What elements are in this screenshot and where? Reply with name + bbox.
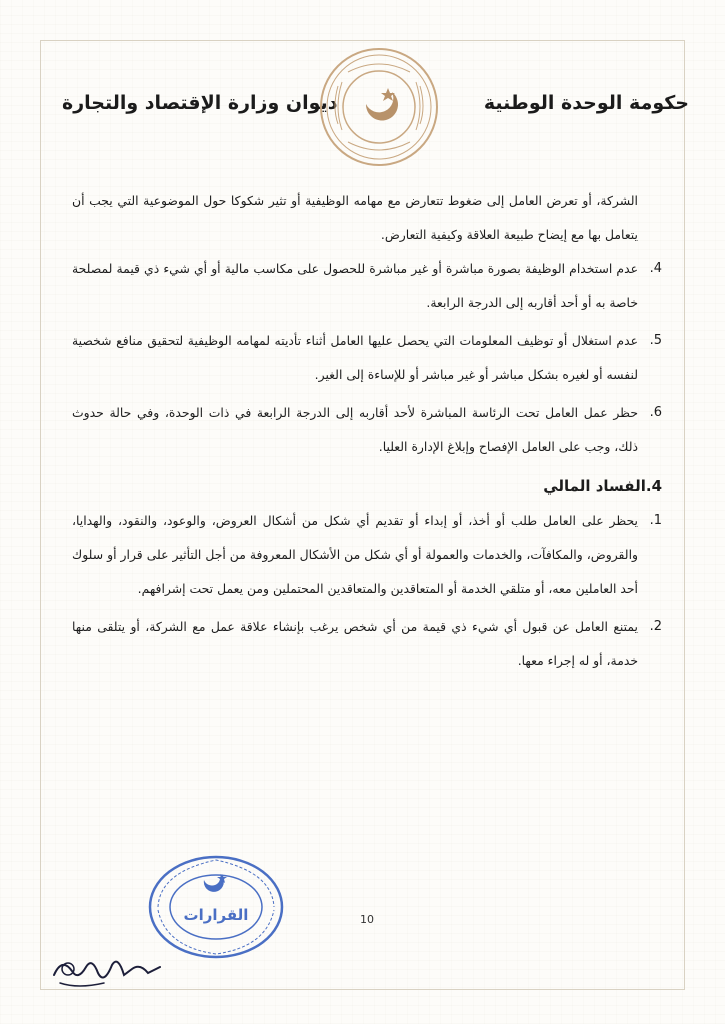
item-number: 6. [649,405,662,420]
item-number: 4. [649,261,662,276]
document-body [72,184,662,682]
list-item [72,324,662,392]
intro-paragraph: الشركة، أو تعرض العامل إلى ضغوط تتعارض مع مهامه الوظيفية أو تثير شكوكا حول الموضوعية التي يجب أن يتعامل بها مع إيضاح طبيعة العلاقة وكيفية التعارض. [72,193,638,242]
list-item [72,504,662,606]
item-number: 5. [649,333,662,348]
item-number: 2. [649,619,662,634]
handwritten-signature-icon [48,945,168,995]
libya-state-emblem-icon [318,46,440,168]
government-title: حكومة الوحدة الوطنية [483,92,689,114]
list-item [72,610,662,678]
item-text: يمتنع العامل عن قبول أي شيء ذي قيمة من أي شخص يرغب بإنشاء علاقة عمل مع الشركة، أو يتلقى منها خدمة، أو له إجراء معها. [72,619,638,668]
list-item [72,252,662,320]
section-title: 4.الفساد المالي [543,477,662,495]
page-number: 10 [360,913,374,926]
item-number: 1. [649,513,662,528]
item-text: يحظر على العامل طلب أو أخذ، أو إبداء أو تقديم أي شكل من أشكال العروض، والوعود، والنقود، والهدايا، والقروض، والمكافآت، والخدمات والعمولة أو أي شكل من الأشكال المعروفة من أجل التأثير على قرار أو سلوك أحد العاملين معه، أو متلقي الخدمة أو المتعاقدين والمتعاقدين المحتملين ومن يعمل تحت إشرافهم. [72,513,638,596]
item-text: عدم استغلال أو توظيف المعلومات التي يحصل عليها العامل أثناء تأديته لمهامه الوظيفية لتحقيق منافع شخصية لنفسه أو لغيره بشكل مباشر أو غير مباشر أو للإساءة إلى الغير. [72,333,638,382]
stamp-label: القرارات [183,906,249,924]
item-text: حظر عمل العامل تحت الرئاسة المباشرة لأحد أقاربه إلى الدرجة الرابعة في ذات الوحدة، وفي حالة حدوث ذلك، وجب على العامل الإفصاح وإبلاغ الإدارة العليا. [72,405,638,454]
item-text: عدم استخدام الوظيفة بصورة مباشرة أو غير مباشرة للحصول على مكاسب مالية أو أي شيء ذي قيمة لمصلحة خاصة به أو أحد أقاربه إلى الدرجة الرابعة. [72,261,638,310]
ministry-title: ديوان وزارة الإقتصاد والتجارة [62,92,338,114]
list-item [72,396,662,464]
